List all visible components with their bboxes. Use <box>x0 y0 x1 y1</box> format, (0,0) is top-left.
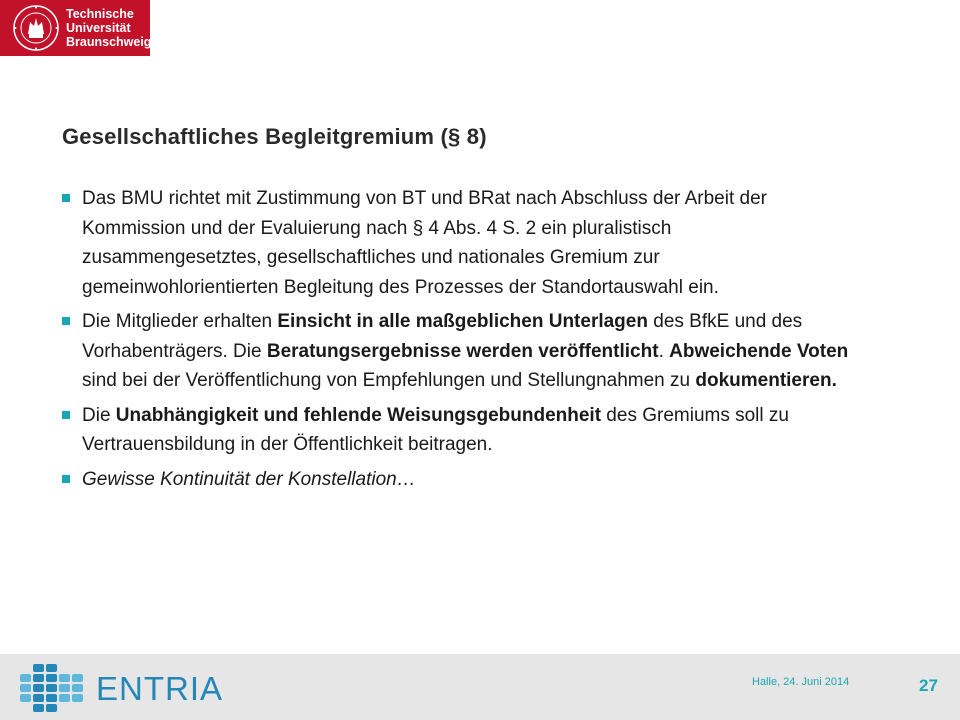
entria-logo-text: ENTRIA <box>96 670 224 707</box>
bullet-text: Gewisse Kontinuität der Konstellation… <box>82 468 416 490</box>
university-name-line-2: Universität <box>66 21 131 35</box>
entria-logo-block <box>59 684 70 692</box>
bullet-emphasis: Abweichende Voten <box>669 340 849 362</box>
university-name-line-3: Braunschweig <box>66 35 152 49</box>
entria-logo-block <box>72 684 83 692</box>
entria-logo <box>18 662 224 716</box>
entria-logo-block <box>33 684 44 692</box>
bullet-item <box>62 307 852 396</box>
bullet-text: Das BMU richtet mit Zustimmung von BT und BRat nach Abschluss der Arbeit der Kommission und der Evaluierung nach § 4 Abs. 4 S. 2 ein pluralistisch zusammengesetztes, gesellschaftliches und nationales Gremium zur gemeinwohlorientierten Begleitung des Prozesses der Standortauswahl ein. <box>82 188 767 298</box>
entria-logo-block <box>33 694 44 702</box>
entria-logo-grid-icon <box>20 664 83 712</box>
bullet-emphasis: dokumentieren. <box>695 370 837 391</box>
footer-date: Halle, 24. Juni 2014 <box>752 676 850 688</box>
bullet-item <box>62 465 852 495</box>
university-name-line-1: Technische <box>66 7 134 21</box>
bullet-text: des Gremiums soll zu Vertrauensbildung in der Öffentlichkeit beitragen. <box>82 404 789 455</box>
entria-logo-block <box>72 694 83 702</box>
entria-logo-block <box>46 674 57 682</box>
entria-logo-block <box>46 704 57 712</box>
bullet-square-icon <box>62 194 70 202</box>
entria-logo-block <box>46 684 57 692</box>
slide-title: Gesellschaftliches Begleitgremium (§ 8) <box>62 124 487 149</box>
entria-logo-block <box>72 674 83 682</box>
entria-logo-block <box>46 694 57 702</box>
bullet-item <box>62 184 852 302</box>
entria-logo-block <box>33 704 44 712</box>
bullet-square-icon <box>62 411 70 419</box>
bullet-emphasis: Einsicht in alle maßgeblichen Unterlagen <box>277 311 648 332</box>
entria-logo-block <box>20 694 31 702</box>
entria-logo-block <box>20 674 31 682</box>
entria-logo-block <box>59 694 70 702</box>
bullet-text: Die <box>82 404 116 426</box>
university-name <box>66 7 151 49</box>
bullet-text: Die Mitglieder erhalten <box>82 311 278 332</box>
bullet-emphasis: Beratungsergebnisse werden veröffentlicht <box>266 340 659 362</box>
entria-logo-block <box>33 674 44 682</box>
entria-logo-block <box>59 674 70 682</box>
bullet-text: . <box>658 340 670 362</box>
bullet-square-icon <box>62 475 70 483</box>
bullet-text: sind bei der Veröffentlichung von Empfehlungen und Stellungnahmen zu <box>82 370 696 391</box>
entria-logo-block <box>33 664 44 672</box>
bullet-text: des BfkE und des Vorhabenträgers. Die <box>82 311 803 362</box>
bullet-square-icon <box>62 317 70 325</box>
university-seal-icon <box>12 4 60 52</box>
entria-logo-block <box>46 664 57 672</box>
bullet-emphasis: Unabhängigkeit und fehlende Weisungsgebundenheit <box>115 404 602 426</box>
bullet-list <box>62 184 852 499</box>
page-number: 27 <box>919 676 938 695</box>
entria-logo-block <box>20 684 31 692</box>
bullet-item <box>62 401 852 460</box>
university-logo <box>0 0 150 56</box>
